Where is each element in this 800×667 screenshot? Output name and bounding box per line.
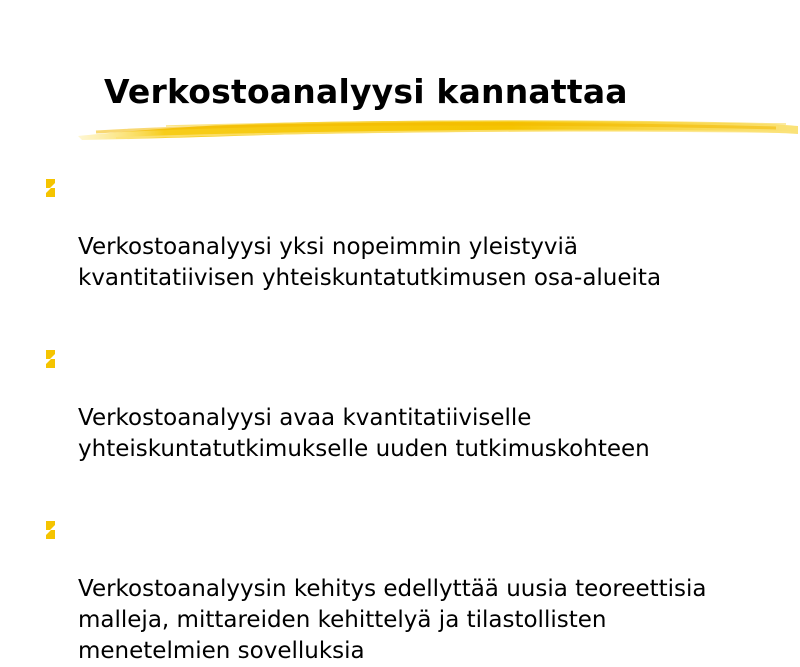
title-brush-underline <box>76 112 800 146</box>
z-bullet-icon <box>46 179 55 197</box>
slide-title: Verkostoanalyysi kannattaa <box>104 72 628 111</box>
bullet-text: Verkostoanalyysi avaa kvantitatiiviselle yhteiskuntatutkimukselle uuden tutkimuskohteen <box>78 405 650 462</box>
bullet-text: Verkostoanalyysin kehitys edellyttää uusia teoreettisia malleja, mittareiden kehittelyä ja tilastollisten menetelmien sovelluksia <box>78 576 707 664</box>
z-bullet-icon <box>46 521 55 539</box>
z-bullet-icon <box>46 350 55 368</box>
bullet-item <box>40 170 780 294</box>
bullet-item <box>40 341 780 465</box>
bullet-text: Verkostoanalyysi yksi nopeimmin yleistyviä kvantitatiivisen yhteiskuntatutkimusen osa-alueita <box>78 234 662 291</box>
bullet-item <box>40 512 780 667</box>
bullet-list <box>40 170 780 667</box>
